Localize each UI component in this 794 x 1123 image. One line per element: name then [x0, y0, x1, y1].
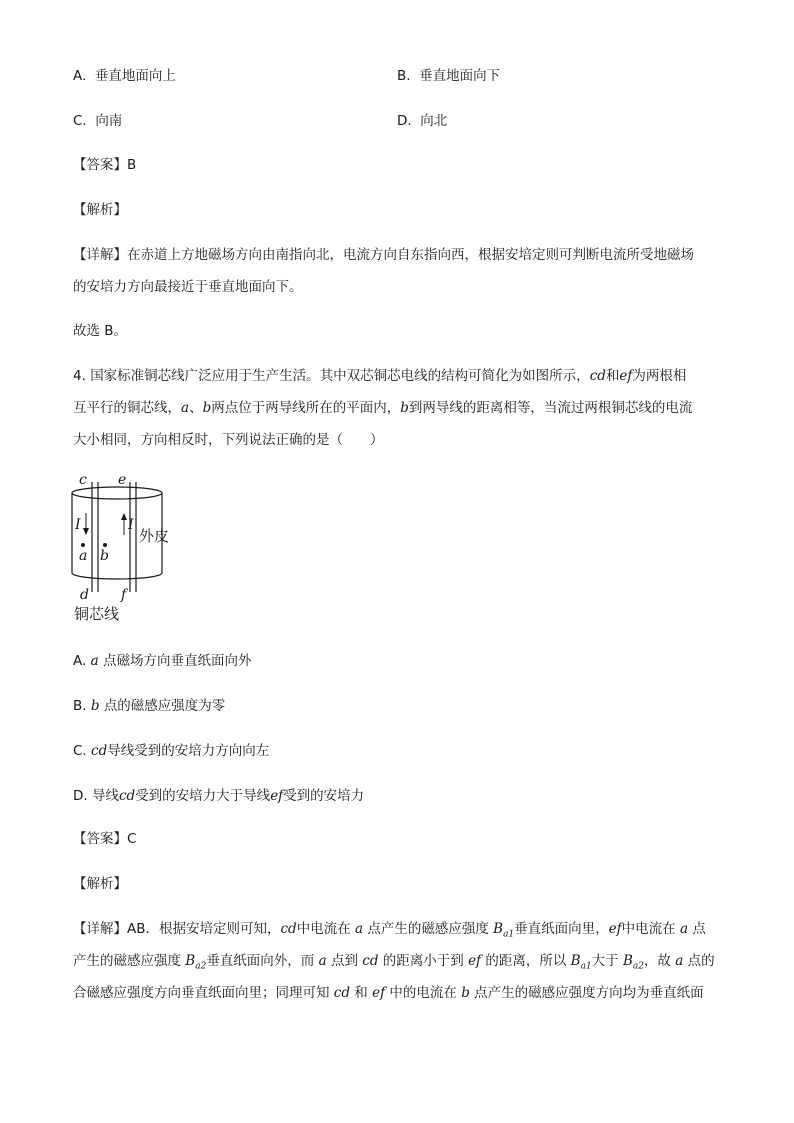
- option-c: C. 向南: [73, 113, 123, 129]
- label-i-right: I: [128, 517, 134, 533]
- detail-line: 的安培力方向最接近于垂直地面向下。: [73, 279, 303, 295]
- option-c: C. cd导线受到的安培力方向向左: [73, 743, 270, 759]
- option-a: A. 垂直地面向上: [73, 68, 176, 84]
- label-a: a: [79, 548, 88, 564]
- label-core: 铜芯线: [74, 605, 120, 623]
- point-b-dot: [103, 543, 107, 547]
- option-b: B. 垂直地面向下: [397, 68, 501, 84]
- answer-line: 【答案】C: [73, 831, 137, 847]
- question-stem: 4. 国家标准铜芯线广泛应用于生产生活。其中双芯铜芯电线的结构可简化为如图所示，cd和ef为两根相: [73, 368, 687, 384]
- option-a: A. a 点磁场方向垂直纸面向外: [73, 653, 252, 669]
- conclusion-line: 故选 B。: [73, 323, 128, 339]
- arrow-head-up-icon: [121, 513, 127, 520]
- label-f: f: [121, 587, 127, 603]
- sheath-bottom-arc: [72, 573, 162, 579]
- arrow-head-down-icon: [83, 528, 89, 535]
- label-i-left: I: [75, 517, 81, 533]
- option-d: D. 导线cd受到的安培力大于导线ef受到的安培力: [73, 788, 365, 804]
- question-stem: 大小相同，方向相反时，下列说法正确的是（ ）: [73, 432, 384, 448]
- label-b: b: [100, 548, 109, 564]
- analysis-tag: 【解析】: [73, 876, 127, 892]
- detail-line: 产生的磁感应强度 $B_{a2}$垂直纸面向外，而 a 点到 cd 的距离小于到 ef 的距离，所以 $B_{a1}$大于 $B_{a2}$，故 a 点的: [73, 953, 715, 972]
- wire-diagram: [60, 470, 200, 630]
- label-d: d: [80, 587, 89, 603]
- analysis-tag: 【解析】: [73, 202, 127, 218]
- detail-line: 【详解】AB．根据安培定则可知，cd中电流在 a 点产生的磁感应强度 $B_{a1}$垂直纸面向里，ef中电流在 a 点: [73, 921, 706, 940]
- answer-line: 【答案】B: [73, 157, 137, 173]
- detail-line: 合磁感应强度方向垂直纸面向里；同理可知 cd 和 ef 中的电流在 b 点产生的磁感应强度方向均为垂直纸面: [73, 985, 704, 1001]
- sheath-top-ellipse: [72, 487, 162, 499]
- question-stem: 互平行的铜芯线，a、b两点位于两导线所在的平面内，b到两导线的距离相等，当流过两根铜芯线的电流: [73, 400, 693, 416]
- label-e: e: [118, 472, 127, 488]
- label-c: c: [79, 472, 87, 488]
- point-a-dot: [81, 543, 85, 547]
- label-sheath: 外皮: [139, 527, 170, 545]
- option-d: D. 向北: [397, 113, 448, 129]
- detail-line: 【详解】在赤道上方地磁场方向由南指向北，电流方向自东指向西，根据安培定则可判断电流所受地磁场: [73, 247, 694, 263]
- option-b: B. b 点的磁感应强度为零: [73, 698, 226, 714]
